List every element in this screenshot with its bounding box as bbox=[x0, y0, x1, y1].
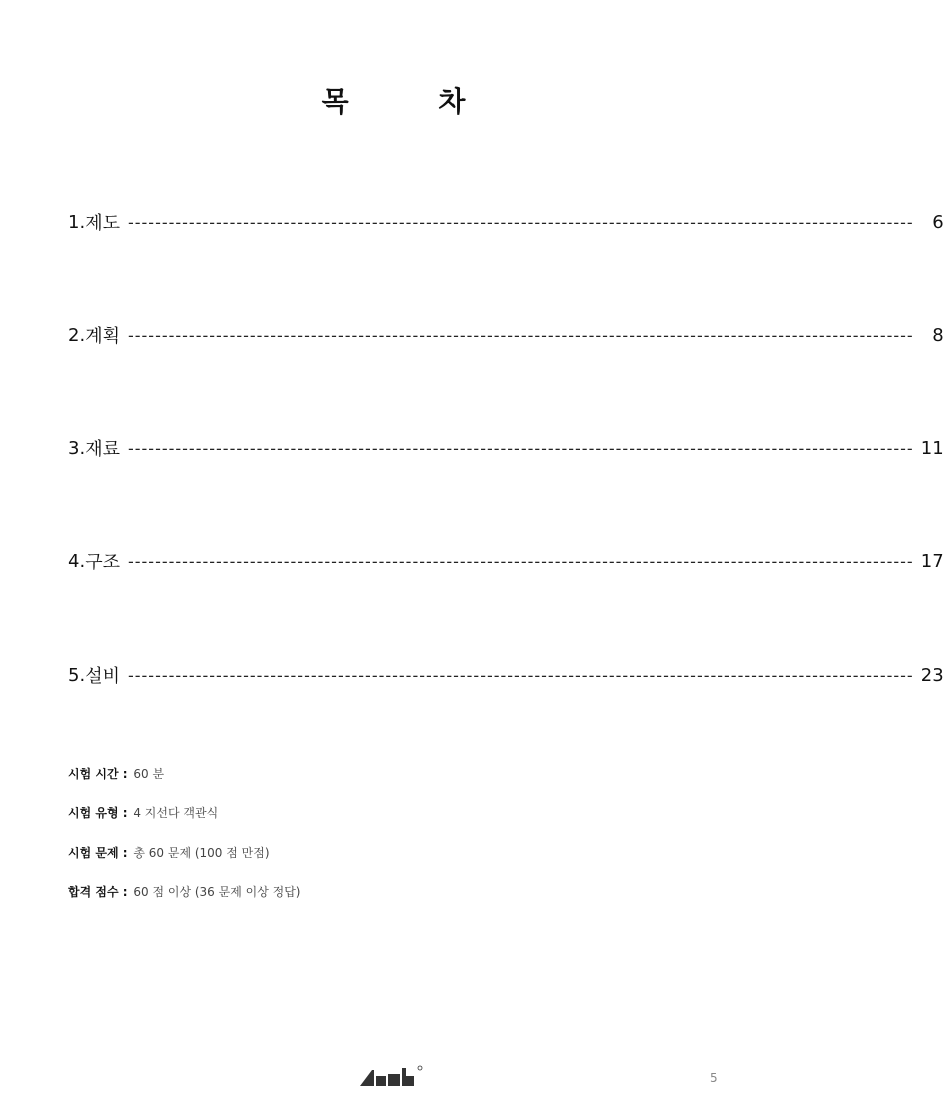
toc-entry-page: 8 bbox=[932, 324, 944, 346]
exam-info-label: 합격 점수 : bbox=[68, 885, 128, 899]
toc-entry-label: 구조 bbox=[85, 552, 120, 573]
toc-entry-page: 23 bbox=[920, 664, 944, 686]
toc-entry-page: 6 bbox=[932, 211, 944, 233]
toc-dot-leader: -------------------------------------------------------------------------------------------------------------------- bbox=[127, 438, 914, 458]
exam-info-value: 총 60 문제 (100 점 만점) bbox=[133, 846, 270, 860]
exam-info-label: 시험 시간 : bbox=[68, 767, 128, 781]
toc-entry-number: 2. bbox=[68, 324, 86, 346]
exam-info-pass-score bbox=[68, 883, 300, 900]
toc-dot-leader: -------------------------------------------------------------------------------------------------------------------- bbox=[127, 212, 914, 232]
exam-info-value: 4 지선다 객관식 bbox=[133, 806, 219, 820]
toc-entry-label: 설비 bbox=[85, 666, 120, 687]
publisher-logo-icon bbox=[360, 1064, 430, 1088]
exam-info-label: 시험 문제 : bbox=[68, 846, 128, 860]
toc-entry-1[interactable] bbox=[68, 209, 944, 235]
toc-entry-page: 17 bbox=[920, 550, 944, 572]
exam-info-value: 60 분 bbox=[133, 767, 165, 781]
toc-entry-page: 11 bbox=[920, 437, 944, 459]
exam-info-questions bbox=[68, 844, 270, 861]
toc-entry-number: 1. bbox=[68, 211, 86, 233]
toc-entry-label: 재료 bbox=[85, 439, 120, 460]
toc-entry-label: 제도 bbox=[85, 213, 120, 234]
toc-entry-3[interactable] bbox=[68, 435, 944, 461]
toc-entry-5[interactable] bbox=[68, 662, 944, 688]
exam-info-type bbox=[68, 804, 218, 821]
toc-entry-label: 계획 bbox=[85, 326, 120, 347]
page-number: 5 bbox=[710, 1071, 718, 1085]
toc-entry-number: 3. bbox=[68, 437, 86, 459]
page-title: 목 차 bbox=[321, 85, 506, 118]
toc-entry-4[interactable] bbox=[68, 548, 944, 574]
toc-dot-leader: -------------------------------------------------------------------------------------------------------------------- bbox=[127, 665, 914, 685]
toc-dot-leader: -------------------------------------------------------------------------------------------------------------------- bbox=[127, 551, 914, 571]
toc-entry-number: 4. bbox=[68, 550, 86, 572]
toc-dot-leader: -------------------------------------------------------------------------------------------------------------------- bbox=[127, 325, 914, 345]
exam-info-label: 시험 유형 : bbox=[68, 806, 128, 820]
exam-info-time bbox=[68, 765, 164, 782]
toc-entry-number: 5. bbox=[68, 664, 86, 686]
exam-info-value: 60 점 이상 (36 문제 이상 정답) bbox=[133, 885, 301, 899]
toc-entry-2[interactable] bbox=[68, 322, 944, 348]
